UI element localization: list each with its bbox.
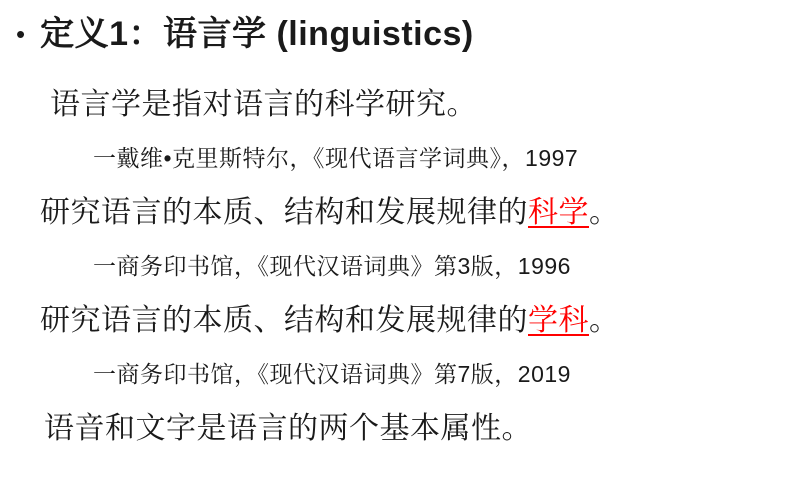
bullet-icon: • (16, 19, 26, 49)
citation-2-text: 一商务印书馆，《现代汉语词典》第3版，1996 (93, 253, 571, 279)
definition-3-highlight: 学科 (528, 304, 589, 337)
definition-2-prefix: 研究语言的本质、结构和发展规律的 (40, 196, 528, 229)
citation-line-2 (93, 248, 796, 284)
definition-1-text: 语言学是指对语言的科学研究。 (50, 88, 477, 121)
closing-line (44, 408, 796, 450)
definition-line-1 (50, 84, 796, 126)
definition-line-2 (40, 192, 796, 234)
definition-2-highlight: 科学 (528, 196, 589, 229)
definition-line-3 (40, 300, 796, 342)
citation-1-text: 一戴维•克里斯特尔，《现代语言学词典》，1997 (93, 145, 579, 171)
definition-3-prefix: 研究语言的本质、结构和发展规律的 (40, 304, 528, 337)
citation-line-1 (93, 140, 796, 176)
citation-line-3 (93, 356, 796, 392)
slide-title-row (0, 0, 796, 56)
definition-3-suffix: 。 (589, 304, 620, 337)
page-title: 定义1：语言学 (linguistics) (40, 15, 474, 53)
definition-2-suffix: 。 (589, 196, 620, 229)
citation-3-text: 一商务印书馆，《现代汉语词典》第7版，2019 (93, 361, 571, 387)
closing-text: 语音和文字是语言的两个基本属性。 (44, 412, 532, 445)
